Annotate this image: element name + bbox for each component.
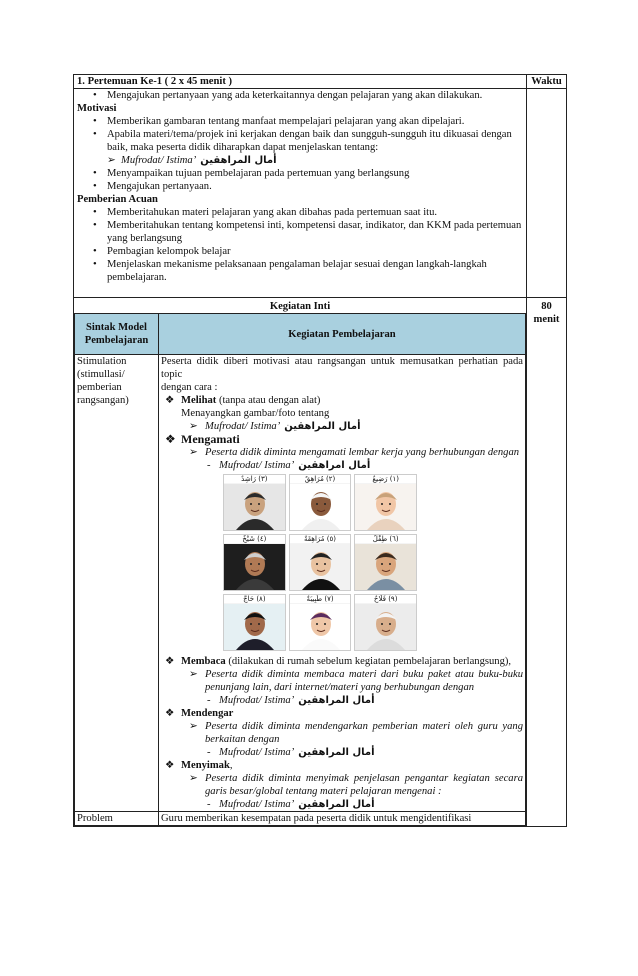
list-item: • Menyampaikan tujuan pembelajaran pada pertemuan yang berlangsung (107, 167, 523, 180)
arabic-topic: أمال المراهقين (284, 421, 361, 432)
membaca-topic (161, 694, 523, 707)
picture-label: (٣) رَاشِدٌ (224, 475, 285, 483)
person-photo-icon (290, 604, 352, 650)
picture-cell (223, 534, 286, 591)
stim-intro: Peserta didik diberi motivasi atau rangsangan untuk memusatkan perhatian pada topic (161, 356, 523, 380)
header-row (74, 75, 567, 89)
picture-cell (289, 474, 352, 531)
membaca-item (161, 655, 523, 668)
inti-waktu (527, 298, 567, 827)
menyimak-topic (161, 798, 523, 811)
picture-row (223, 534, 417, 591)
person-photo-icon (290, 544, 352, 590)
topic-text: Mufrodat/ Istima’ (219, 799, 295, 810)
membaca-note: (dilakukan di rumah sebelum kegiatan pembelajaran berlangsung), (225, 656, 512, 667)
topic-text: Mufrodat/ Istima’ (219, 460, 295, 471)
person-photo-icon (355, 604, 417, 650)
membaca-label: Membaca (181, 656, 226, 667)
person-photo-icon (290, 484, 352, 530)
picture-label: (٦) طِفْلٌ (355, 535, 416, 543)
motivasi-list-2 (77, 167, 523, 193)
picture-label: (٨) حَاجٌّ (224, 595, 285, 603)
mendengar-label: ❖ Mendengar (161, 707, 523, 720)
picture-cell (223, 474, 286, 531)
person-photo-icon (224, 484, 286, 530)
melihat-label: Melihat (181, 395, 217, 406)
problem-row (75, 812, 526, 826)
acuan-list (77, 206, 523, 284)
waktu-header: Waktu (527, 75, 567, 89)
mendengar-desc: ➢ Peserta didik diminta mendengarkan pemberian materi oleh guru yang berkaitan dengan (161, 720, 523, 746)
list-item: • Memberikan gambaran tentang manfaat mempelajari pelajaran yang akan dipelajari. (107, 115, 523, 128)
waktu-value: 80 (541, 301, 552, 312)
picture-cell (289, 594, 352, 651)
person-photo-icon (355, 544, 417, 590)
list-item: • Pembagian kelompok belajar (107, 245, 523, 258)
person-photo-icon (224, 544, 286, 590)
inti-row (74, 298, 567, 827)
picture-label: (١) رَضِيعٌ (355, 475, 416, 483)
menyimak-label: Menyimak (181, 760, 230, 771)
list-item: • Mengajukan pertanyaan. (107, 180, 523, 193)
picture-label: (٩) فَلَّاحٌ (355, 595, 416, 603)
picture-cell (223, 594, 286, 651)
list-item: • Mengajukan pertanyaan yang ada keterkaitannya dengan pelajaran yang akan dilakukan. (107, 89, 523, 102)
motivasi-list (77, 115, 523, 154)
picture-cell (354, 474, 417, 531)
mengamati-desc: ➢ Peserta didik diminta mengamati lembar kerja yang berhubungan dengan (161, 446, 523, 459)
acuan-label: Pemberian Acuan (77, 194, 158, 205)
menyimak-desc: ➢ Peserta didik diminta menyimak penjelasan pengantar kegiatan secara garis besar/global tentang materi pelajaran mengenai : (161, 772, 523, 798)
intro-list (77, 89, 523, 102)
topic-text: Mufrodat/ Istima’ (219, 695, 295, 706)
sintak-header: Sintak Model Pembelajaran (75, 314, 159, 355)
mengamati-topic (161, 459, 523, 472)
meeting-title: 1. Pertemuan Ke-1 ( 2 x 45 menit ) (74, 75, 527, 89)
list-item: • Menjelaskan mekanisme pelaksanaan pengalaman belajar sesuai dengan langkah-langkah pembelajaran. (107, 258, 523, 284)
stimulation-row (75, 355, 526, 812)
kegiatan-header: Kegiatan Pembelajaran (159, 314, 526, 355)
lesson-table (73, 74, 567, 827)
topic-text: Mufrodat/ Istima’ (121, 155, 197, 166)
problem-content: Guru memberikan kesempatan pada peserta didik untuk mengidentifikasi (159, 812, 526, 826)
picture-cell (354, 534, 417, 591)
membaca-desc: ➢ Peserta didik diminta membaca materi dari buku paket atau buku-buku penunjang lain, dari internet/materi yang berhubungan dengan (161, 668, 523, 694)
mengamati-label: ❖ Mengamati (161, 433, 523, 446)
kegiatan-inti-title: Kegiatan Inti (269, 301, 331, 312)
picture-row (223, 474, 417, 531)
melihat-desc: Menayangkan gambar/foto tentang (181, 408, 330, 419)
picture-cell (289, 534, 352, 591)
list-item: • Memberitahukan materi pelajaran yang akan dibahas pada pertemuan saat itu. (107, 206, 523, 219)
arabic-topic: أمال المراهقين (298, 695, 375, 706)
picture-label: (٧) طَبِيبَةٌ (290, 595, 351, 603)
motivasi-label: Motivasi (77, 103, 117, 114)
stimulation-content (159, 355, 526, 812)
arabic-topic: أمال المراهقين (298, 747, 375, 758)
motivasi-sub-item (77, 154, 523, 167)
pendahuluan-waktu (527, 89, 567, 298)
picture-grid (223, 474, 417, 651)
topic-text: Mufrodat/ Istima’ (205, 421, 281, 432)
picture-label: (٥) مُرَاهِقَةٌ (290, 535, 351, 543)
topic-text: Mufrodat/ Istima’ (219, 747, 295, 758)
melihat-item (161, 394, 523, 407)
picture-label: (٢) مُرَاهِقٌ (290, 475, 351, 483)
arabic-topic: أمال المراهقين (298, 799, 375, 810)
person-photo-icon (355, 484, 417, 530)
picture-cell (354, 594, 417, 651)
inti-table (74, 313, 526, 826)
inti-head-row (75, 314, 526, 355)
list-item: • Apabila materi/tema/projek ini kerjakan dengan baik dan sungguh-sungguh itu dikuasai dengan baik, maka peserta didik diharapkan dapat menjelaskan tentang: (107, 128, 523, 154)
person-photo-icon (224, 604, 286, 650)
list-item: • Memberitahukan tentang kompetensi inti, kompetensi dasar, indikator, dan KKM pada pertemuan yang berlangsung (107, 219, 523, 245)
inti-cell (74, 298, 527, 827)
pendahuluan-cell (74, 89, 527, 298)
arabic-topic: أمال امراهقين (298, 460, 371, 471)
menyimak-item: ❖ Menyimak, (161, 759, 523, 772)
mendengar-topic (161, 746, 523, 759)
problem-label: Problem (75, 812, 159, 826)
lesson-plan-page (73, 74, 566, 827)
melihat-note: (tanpa atau dengan alat) (216, 395, 321, 406)
picture-label: (٤) شَيْخٌ (224, 535, 285, 543)
stimulation-label: Stimulation (stimullasi/ pemberian rangsangan) (75, 355, 159, 812)
arabic-topic: أمال المراهقين (200, 155, 277, 166)
picture-row (223, 594, 417, 651)
stim-intro-2: dengan cara : (161, 382, 218, 393)
waktu-unit: menit (533, 314, 560, 325)
pendahuluan-row (74, 89, 567, 298)
